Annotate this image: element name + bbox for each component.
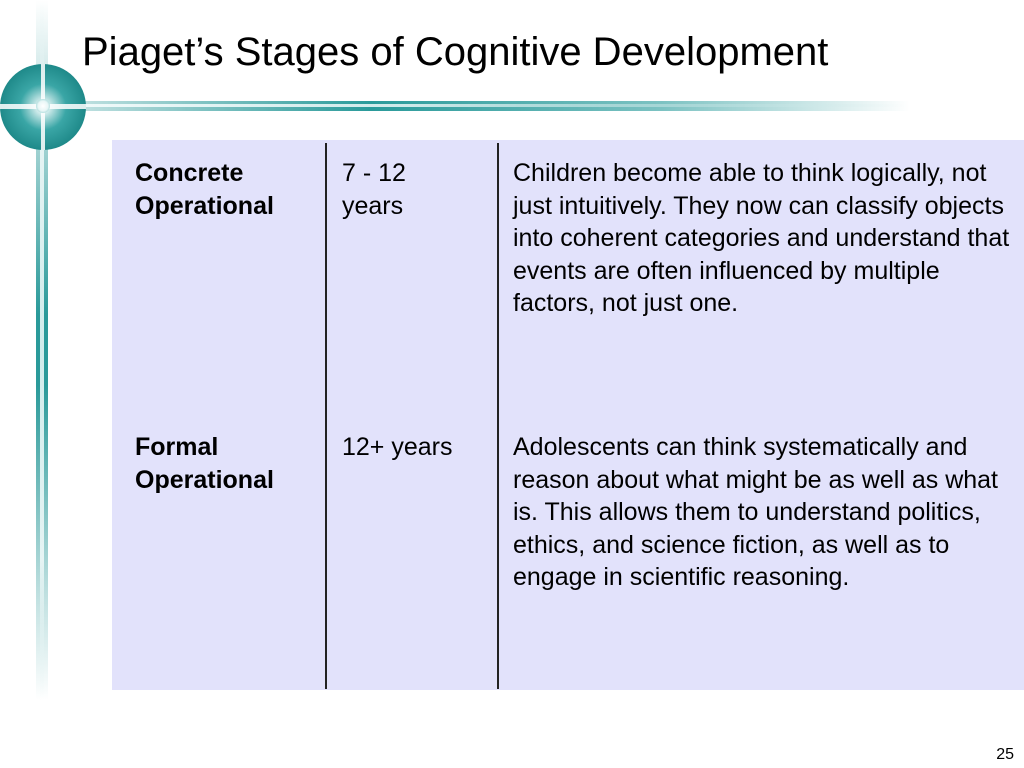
age-range-line: 12+ years (342, 433, 453, 461)
decorative-circle-center (36, 99, 50, 113)
stage-name-cell (135, 157, 274, 222)
stage-description: Children become able to think logically, not just intuitively. They now can classify objects into coherent categories and understand that events are often influenced by multiple factors, not just one. (513, 159, 1010, 317)
column-divider (325, 143, 327, 689)
decorative-horizontal-bar-highlight (80, 104, 910, 107)
page-number: 25 (996, 746, 1014, 763)
stage-name-line: Operational (135, 465, 274, 494)
stages-table (112, 140, 1024, 690)
stage-name-line: Concrete (135, 159, 244, 187)
stage-description: Adolescents can think systematically and reason about what might be as well as what is. This allows them to understand politics, ethics, and science fiction, as well as to engage in scientific reasoning. (513, 433, 998, 591)
age-range-cell (342, 431, 453, 464)
age-range-line: years (342, 191, 404, 220)
age-range-line: 7 - 12 (342, 159, 406, 187)
stage-name-cell (135, 431, 274, 496)
column-divider (497, 143, 499, 689)
stage-name-line: Formal (135, 433, 219, 461)
age-range-cell (342, 157, 406, 222)
slide-title: Piaget’s Stages of Cognitive Development (82, 30, 829, 74)
stage-name-line: Operational (135, 191, 274, 220)
